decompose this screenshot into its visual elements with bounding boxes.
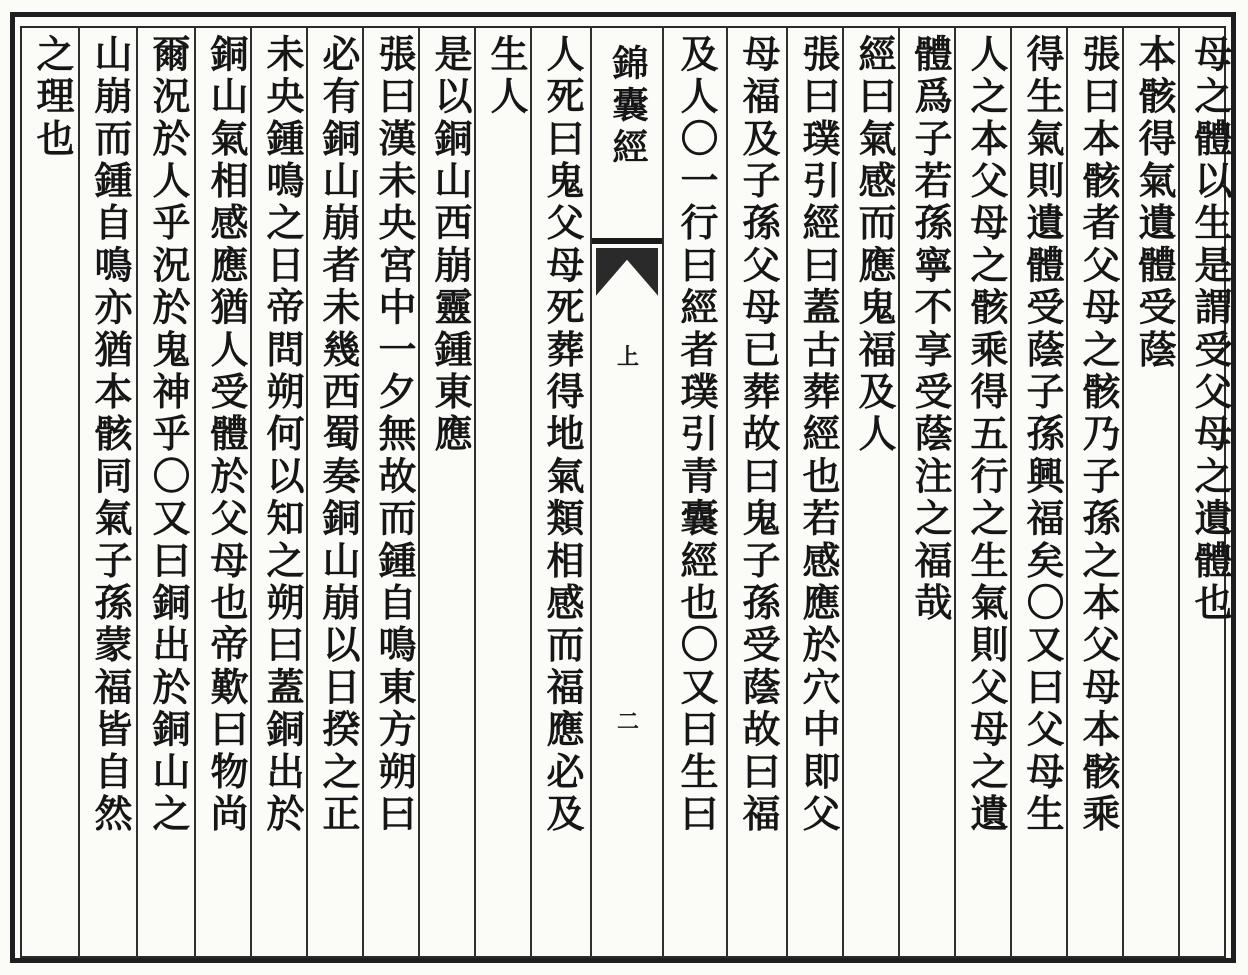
fold-title: 錦囊經 bbox=[607, 44, 649, 170]
text-column-13: 是以銅山西崩靈鍾東應 bbox=[428, 34, 473, 456]
text-column-15: 必有銅山崩者未幾西蜀奏銅山崩以日揆之正 bbox=[316, 34, 361, 836]
text-column-16: 未央鍾鳴之日帝問朔何以知之朔曰蓋銅出於 bbox=[260, 34, 305, 836]
text-column-5: 人之本父母之骸乘得五行之生氣則父母之遺 bbox=[964, 34, 1009, 836]
text-column-11: 人死曰鬼父母死葬得地氣類相感而福應必及 bbox=[540, 34, 585, 836]
text-column-2: 本骸得氣遺體受蔭 bbox=[1132, 34, 1177, 372]
text-column-8: 張曰璞引經曰蓋古葬經也若感應於穴中即父 bbox=[796, 34, 841, 836]
text-column-10: 及人〇一行曰經者璞引青囊經也〇又曰生曰 bbox=[674, 34, 719, 836]
column-rule bbox=[590, 26, 592, 958]
text-column-4: 得生氣則遺體受蔭子孫興福矣〇又曰父母生 bbox=[1020, 34, 1065, 836]
text-column-18: 爾況於人乎況於鬼神乎〇又曰銅出於銅山之 bbox=[146, 34, 191, 836]
text-column-17: 銅山氣相感應猶人受體於父母也帝歎曰物尚 bbox=[204, 34, 249, 836]
text-column-3: 張曰本骸者父母之骸乃子孫之本父母本骸乘 bbox=[1076, 34, 1121, 836]
text-column-7: 經曰氣感而應鬼福及人 bbox=[852, 34, 897, 456]
text-column-12: 生人 bbox=[484, 34, 529, 119]
column-rule bbox=[662, 26, 664, 958]
fold-volume: 上 bbox=[616, 344, 639, 370]
column-rule bbox=[78, 26, 80, 958]
text-column-19: 山崩而鍾自鳴亦猶本骸同氣子孫蒙福皆自然 bbox=[88, 34, 133, 836]
text-column-20: 之理也 bbox=[30, 34, 75, 161]
text-column-1: 母之體以生是謂受父母之遺體也 bbox=[1188, 34, 1233, 625]
column-rule bbox=[726, 26, 728, 958]
text-column-9: 母福及子孫父母已葬故曰鬼子孫受蔭故曰福 bbox=[736, 34, 781, 836]
column-rule bbox=[530, 26, 532, 958]
text-column-14: 張曰漢未央宮中一夕無故而鍾自鳴東方朔曰 bbox=[372, 34, 417, 836]
column-rule bbox=[786, 26, 788, 958]
text-column-6: 體爲子若孫寧不享受蔭注之福哉 bbox=[908, 34, 953, 625]
fold-page-number: 二 bbox=[616, 709, 639, 735]
fishtail-mark-icon bbox=[592, 238, 662, 302]
